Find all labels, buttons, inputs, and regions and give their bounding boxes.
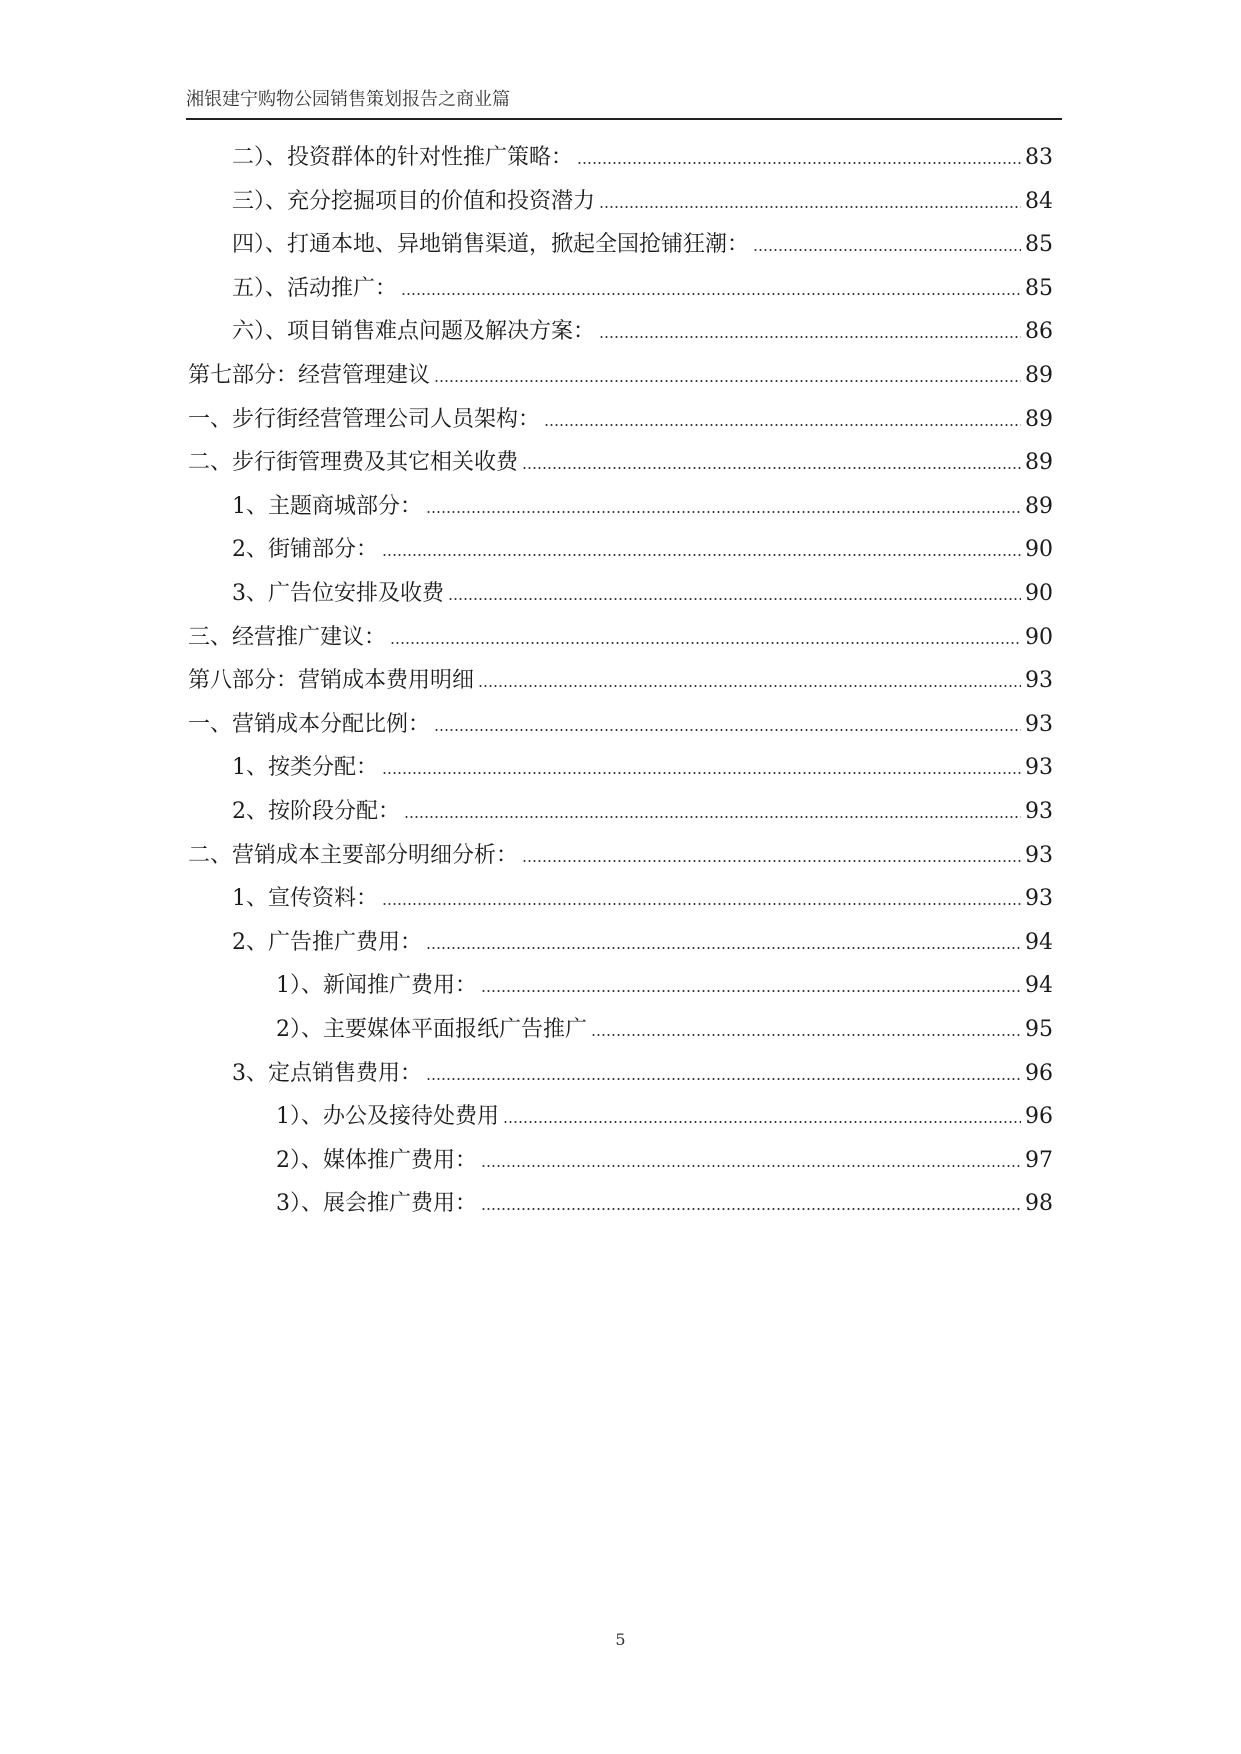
header-title: 湘银建宁购物公园销售策划报告之商业篇 (186, 89, 510, 110)
toc-entry[interactable] (0, 792, 1241, 832)
toc-entry-page: 93 (1025, 711, 1053, 737)
toc-entry[interactable] (0, 1141, 1241, 1181)
toc-dot-leader (599, 336, 1021, 338)
toc-entry-page: 84 (1025, 188, 1053, 214)
toc-entry-title: 3、定点销售费用： (232, 1060, 422, 1086)
toc-entry[interactable] (0, 400, 1241, 440)
toc-entry-page: 94 (1025, 929, 1053, 955)
toc-entry-title: 3、广告位安排及收费 (232, 581, 444, 606)
toc-dot-leader (390, 642, 1021, 644)
toc-entry[interactable] (0, 182, 1241, 222)
toc-entry-title: 三、经营推广建议： (188, 624, 387, 650)
toc-dot-leader (599, 206, 1021, 208)
toc-entry-title: 2）、媒体推广费用： (276, 1147, 477, 1173)
page-number: 5 (615, 1630, 626, 1649)
toc-entry[interactable] (0, 574, 1241, 614)
toc-dot-leader (503, 1121, 1021, 1123)
toc-entry[interactable] (0, 312, 1241, 352)
toc-entry-title: 1）、新闻推广费用： (276, 973, 477, 999)
toc-dot-leader (481, 1208, 1021, 1210)
toc-dot-leader (426, 947, 1021, 949)
toc-entry[interactable] (0, 530, 1241, 570)
toc-entry-title: 四）、打通本地、异地销售渠道，掀起全国抢铺狂潮： (232, 232, 750, 258)
toc-dot-leader (481, 1165, 1021, 1167)
toc-entry-page: 86 (1025, 319, 1053, 345)
toc-entry-title: 第七部分：经营管理建议 (188, 363, 431, 388)
toc-entry-page: 89 (1025, 363, 1053, 388)
toc-entry[interactable] (0, 705, 1241, 745)
toc-entry-page: 83 (1025, 145, 1053, 170)
toc-entry[interactable] (0, 487, 1241, 527)
toc-dot-leader (522, 860, 1021, 862)
toc-entry-title: 五）、活动推广： (232, 275, 398, 301)
toc-entry-page: 89 (1025, 493, 1053, 519)
toc-entry-title: 二、营销成本主要部分明细分析： (188, 842, 519, 868)
toc-entry-page: 85 (1025, 275, 1053, 301)
toc-entry[interactable] (0, 966, 1241, 1006)
toc-entry-page: 93 (1025, 668, 1053, 694)
toc-entry-title: 三）、充分挖掘项目的价值和投资潜力 (232, 188, 596, 214)
toc-entry-page: 89 (1025, 406, 1053, 432)
toc-entry-page: 93 (1025, 842, 1053, 868)
toc-entry[interactable] (0, 1097, 1241, 1137)
toc-entry-title: 3）、展会推广费用： (276, 1191, 477, 1217)
toc-entry-title: 2、街铺部分： (232, 537, 378, 563)
toc-entry-page: 96 (1025, 1104, 1053, 1130)
toc-dot-leader (434, 380, 1021, 382)
toc-entry[interactable] (0, 138, 1241, 178)
toc-dot-leader (577, 162, 1021, 164)
toc-entry[interactable] (0, 443, 1241, 483)
toc-entry-page: 94 (1025, 973, 1053, 999)
toc-entry-title: 一、营销成本分配比例： (188, 711, 431, 737)
toc-entry[interactable] (0, 923, 1241, 963)
toc-dot-leader (434, 729, 1021, 731)
toc-entry-page: 90 (1025, 581, 1053, 606)
toc-entry-page: 93 (1025, 755, 1053, 781)
toc-entry-page: 97 (1025, 1147, 1053, 1173)
toc-entry-title: 2、按阶段分配： (232, 799, 400, 824)
toc-entry-page: 93 (1025, 799, 1053, 824)
toc-entry-page: 93 (1025, 886, 1053, 912)
toc-dot-leader (753, 249, 1021, 251)
toc-entry-page: 98 (1025, 1191, 1053, 1217)
toc-entry-title: 1、宣传资料： (232, 886, 378, 912)
toc-dot-leader (382, 903, 1021, 905)
toc-entry-title: 二）、投资群体的针对性推广策略： (232, 145, 574, 170)
toc-entry[interactable] (0, 618, 1241, 658)
toc-entry-page: 96 (1025, 1060, 1053, 1086)
toc-entry-page: 90 (1025, 537, 1053, 563)
toc-dot-leader (481, 990, 1021, 992)
toc-dot-leader (591, 1034, 1021, 1036)
toc-dot-leader (522, 467, 1021, 469)
toc-entry[interactable] (0, 1054, 1241, 1094)
toc-entry-page: 95 (1025, 1017, 1053, 1042)
toc-entry-page: 90 (1025, 624, 1053, 650)
toc-entry[interactable] (0, 661, 1241, 701)
toc-entry-page: 89 (1025, 450, 1053, 476)
toc-dot-leader (478, 685, 1021, 687)
toc-entry[interactable] (0, 1184, 1241, 1224)
toc-entry-title: 1、按类分配： (232, 755, 378, 781)
toc-entry-title: 1）、办公及接待处费用 (276, 1104, 499, 1130)
toc-entry-title: 2、广告推广费用： (232, 929, 422, 955)
toc-dot-leader (382, 772, 1021, 774)
toc-entry-title: 2）、主要媒体平面报纸广告推广 (276, 1017, 587, 1042)
toc-dot-leader (544, 424, 1021, 426)
toc-entry-page: 85 (1025, 232, 1053, 258)
toc-entry-title: 六）、项目销售难点问题及解决方案： (232, 319, 596, 345)
toc-entry-title: 一、步行街经营管理公司人员架构： (188, 406, 541, 432)
toc-entry-title: 1、主题商城部分： (232, 493, 422, 519)
toc-entry-title: 二、步行街管理费及其它相关收费 (188, 450, 519, 476)
toc-entry[interactable] (0, 1010, 1241, 1050)
toc-dot-leader (404, 816, 1021, 818)
toc-entry[interactable] (0, 748, 1241, 788)
toc-entry[interactable] (0, 836, 1241, 876)
toc-dot-leader (426, 511, 1021, 513)
toc-dot-leader (401, 293, 1021, 295)
toc-entry[interactable] (0, 879, 1241, 919)
toc-entry[interactable] (0, 356, 1241, 396)
toc-entry[interactable] (0, 269, 1241, 309)
toc-dot-leader (426, 1078, 1021, 1080)
toc-dot-leader (382, 554, 1021, 556)
toc-entry-title: 第八部分：营销成本费用明细 (188, 668, 475, 694)
toc-dot-leader (448, 598, 1021, 600)
toc-entry[interactable] (0, 225, 1241, 265)
